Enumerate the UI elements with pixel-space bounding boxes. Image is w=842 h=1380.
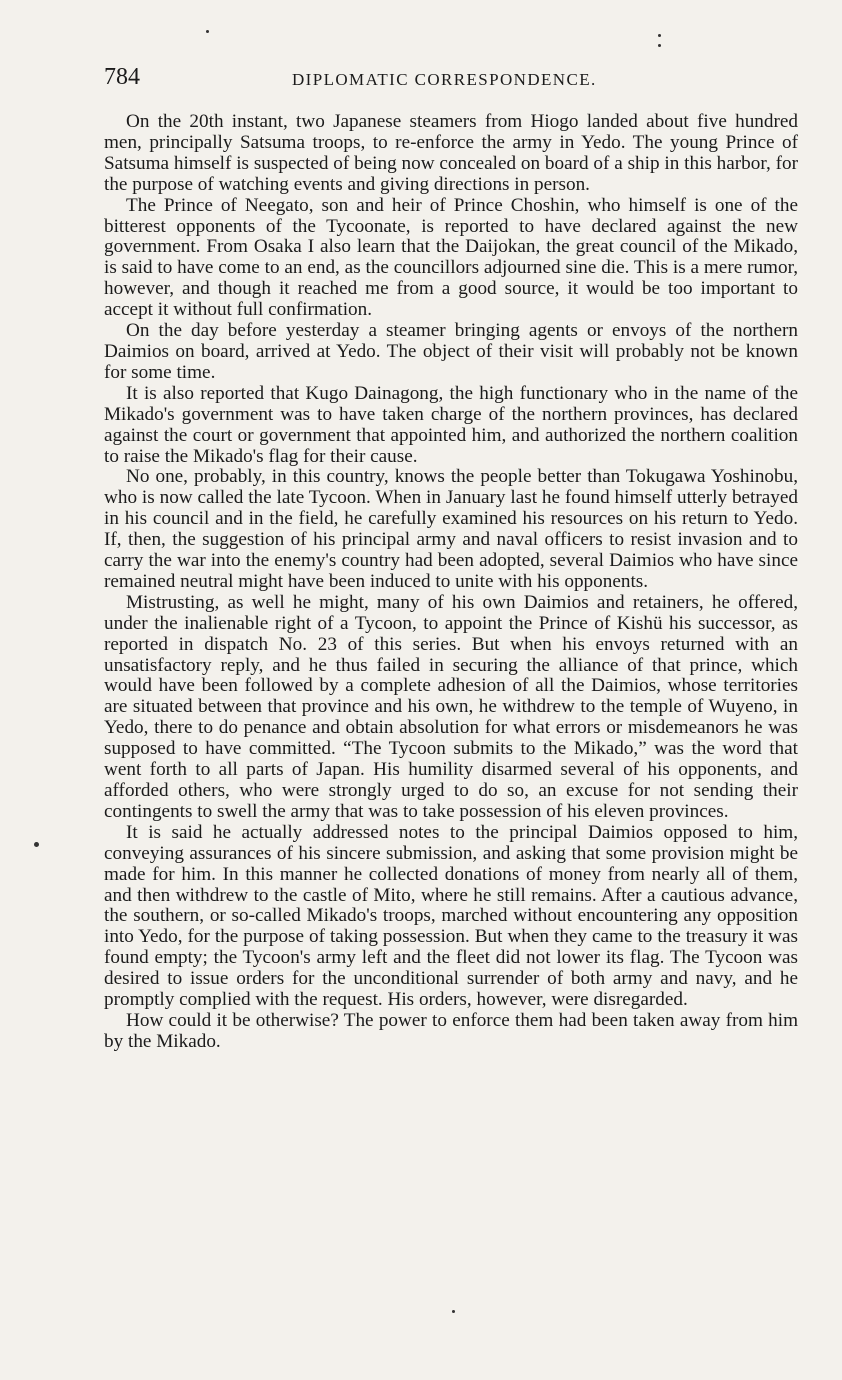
ink-speck — [452, 1310, 455, 1313]
ink-speck — [658, 34, 661, 37]
paragraph-2: The Prince of Neegato, son and heir of Prince Choshin, who himself is one of the bitterest opponents of the Tycoonate, is reported to have declared against the new government. From Osaka I also learn that the Daijokan, the great council of the Mikado, is said to have come to an end, as the councillors adjourned sine die. This is a mere rumor, however, and though it reached me from a good source, it would be too important to accept it without full confirmation. — [104, 194, 798, 321]
paragraph-1: On the 20th instant, two Japanese steamers from Hiogo landed about five hundred men, principally Satsuma troops, to re-enforce the army in Yedo. The young Prince of Satsuma himself is suspected of being now concealed on board of a ship in this harbor, for the purpose of watching events and giving directions in person. — [104, 111, 798, 195]
page-header — [104, 64, 804, 94]
ink-speck — [658, 44, 661, 47]
paragraph-3: On the day before yesterday a steamer bringing agents or envoys of the northern Daimios on board, arrived at Yedo. The object of their visit will probably not be known for some time. — [104, 320, 798, 383]
paragraph-4: It is also reported that Kugo Dainagong, the high functionary who in the name of the Mikado's government was to have taken charge of the northern provinces, has declared against the court or government that appointed him, and authorized the northern coalition to raise the Mikado's flag for their cause. — [104, 382, 798, 467]
paragraph-6: Mistrusting, as well he might, many of his own Daimios and retainers, he offered, under the inalienable right of a Tycoon, to appoint the Prince of Kishü his successor, as reported in dispatch No. 23 of this series. But when his envoys returned with an unsatisfactory reply, and he thus failed in securing the alliance of that prince, which would have been followed by a complete adhesion of all the Daimios, whose territories are situated between that province and his own, he withdrew to the temple of Wuyeno, in Yedo, there to do penance and obtain absolution for what errors or misdemeanors he was supposed to have committed. “The Tycoon submits to the Mikado,” was the word that went forth to all parts of Japan. His humility disarmed several of his opponents, and afforded others, who were strongly urged to do so, an excuse for not sending their contingents to swell the army that was to take possession of his eleven provinces. — [104, 591, 798, 822]
body-text — [104, 112, 798, 1053]
paragraph-7: It is said he actually addressed notes to the principal Daimios opposed to him, conveying assurances of his sincere submission, and asking that some provision might be made for him. In this manner he collected donations of money from nearly all of them, and then withdrew to the castle of Mito, where he still remains. After a cautious advance, the southern, or so-called Mikado's troops, marched without encountering any opposition into Yedo, for the purpose of taking possession. But when they came to the treasury it was found empty; the Tycoon's army left and the fleet did not lower its flag. The Tycoon was desired to issue orders for the unconditional surrender of both army and navy, and he promptly complied with the request. His orders, however, were disregarded. — [104, 821, 798, 1011]
paragraph-5: No one, probably, in this country, knows the people better than Tokugawa Yoshinobu, who is now called the late Tycoon. When in January last he found himself utterly betrayed in his council and in the field, he carefully examined his resources on his return to Yedo. If, then, the suggestion of his principal army and naval officers to resist invasion and to carry the war into the enemy's country had been adopted, several Daimios who have since remained neutral might have been induced to unite with his opponents. — [104, 466, 798, 592]
page-number: 784 — [104, 64, 140, 90]
paragraph-8: How could it be otherwise? The power to enforce them had been taken away from him by the Mikado. — [104, 1009, 798, 1052]
ink-speck — [206, 30, 209, 33]
ink-speck — [34, 842, 39, 847]
running-head: DIPLOMATIC CORRESPONDENCE. — [292, 70, 597, 89]
